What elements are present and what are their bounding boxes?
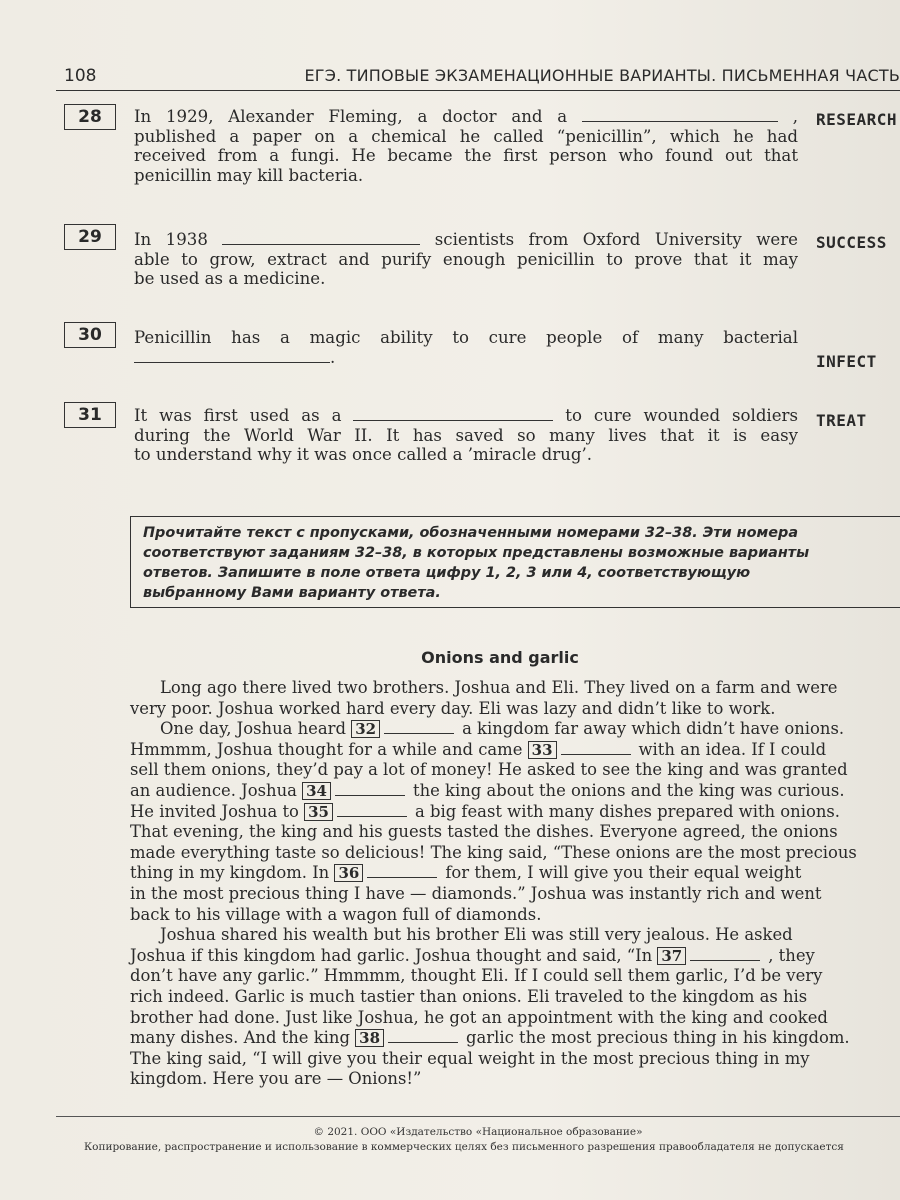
gap-blank[interactable]	[690, 948, 760, 961]
text-line: able to grow, extract and purify enough penicillin to prove that it may	[134, 249, 798, 269]
story-line	[130, 925, 900, 946]
text-line: It was first used as a	[134, 406, 342, 425]
answer-blank[interactable]	[222, 230, 420, 245]
task-keyword: SUCCESS	[816, 233, 887, 252]
text-line: received from a fungi. He became the first person who found out that	[134, 146, 798, 165]
story-text	[130, 678, 900, 1090]
text-line: during the World War II. It has saved so many lives that it is easy	[134, 425, 798, 445]
story-line	[130, 1049, 900, 1070]
story-text-segment: Joshua shared his wealth but his brother Eli was still very jealous. He asked	[160, 925, 793, 945]
story-line	[130, 760, 900, 781]
text-line: In 1929, Alexander Fleming, a doctor and a	[134, 107, 568, 126]
instruction-line: ответов. Запишите в поле ответа цифру 1, 2, 3 или 4, соответствующую	[143, 565, 751, 581]
gap-number-box: 34	[302, 782, 331, 800]
story-line	[130, 966, 900, 987]
story-line	[130, 884, 900, 905]
story-line	[130, 1008, 900, 1029]
story-text-segment: in the most precious thing I have — diamonds.” Joshua was instantly rich and went	[130, 883, 822, 903]
gap-number-box: 35	[304, 803, 333, 821]
story-text-segment: brother had done. Just like Joshua, he got an appointment with the king and cooked	[130, 1007, 828, 1027]
story-text-segment: a kingdom far away which didn’t have onions.	[462, 719, 845, 739]
text-line: be used as a medicine.	[134, 269, 326, 288]
story-line	[130, 905, 900, 926]
story-text-segment: back to his village with a wagon full of diamonds.	[130, 904, 542, 924]
story-text-segment: an audience. Joshua	[130, 780, 297, 800]
text-line: to understand why it was once called a ’miracle drug’.	[134, 445, 593, 464]
task-text	[134, 406, 798, 465]
gap-number-box: 37	[657, 947, 686, 965]
gap-number-box: 36	[334, 864, 363, 882]
story-text-segment: very poor. Joshua worked hard every day. Eli was lazy and didn’t like to work.	[130, 698, 776, 718]
task-number: 30	[64, 322, 116, 348]
task-text	[134, 328, 798, 367]
text-line: In 1938	[134, 230, 208, 249]
page-number: 108	[64, 66, 97, 86]
page-footer	[56, 1116, 900, 1155]
story-line	[130, 781, 900, 802]
text-line: published a paper on a chemical he called “penicillin”, which he had	[134, 126, 798, 146]
story-text-segment: That evening, the king and his guests tasted the dishes. Everyone agreed, the onions	[130, 822, 838, 842]
story-line	[130, 740, 900, 761]
instruction-line: выбранному Вами варианту ответа.	[143, 585, 441, 601]
story-line	[130, 822, 900, 843]
story-text-segment: kingdom. Here you are — Onions!”	[130, 1069, 422, 1089]
answer-blank[interactable]	[353, 406, 553, 421]
story-line	[130, 802, 900, 823]
story-text-segment: the king about the onions and the king was curious.	[413, 780, 845, 800]
text-line: scientists from Oxford University were	[434, 230, 798, 249]
gap-blank[interactable]	[384, 721, 454, 734]
story-text-segment: Long ago there lived two brothers. Joshua and Eli. They lived on a farm and were	[160, 678, 838, 697]
story-text-segment: One day, Joshua heard	[160, 719, 346, 739]
story-text-segment: He invited Joshua to	[130, 801, 299, 821]
story-text-segment: , they	[768, 945, 815, 965]
story-line	[130, 678, 900, 699]
story-text-segment: a big feast with many dishes prepared with onions.	[415, 801, 841, 821]
page-header	[56, 64, 900, 91]
gap-blank[interactable]	[367, 865, 437, 878]
story-text-segment: thing in my kingdom. In	[130, 863, 330, 883]
story-line	[130, 1028, 900, 1049]
story-text-segment: The king said, “I will give you their equal weight in the most precious thing in my	[130, 1048, 810, 1068]
task-text	[134, 230, 798, 289]
instructions-box	[130, 516, 900, 608]
copyright-line: © 2021. ООО «Издательство «Национальное образование»	[313, 1126, 643, 1138]
gap-blank[interactable]	[388, 1030, 458, 1043]
story-text-segment: rich indeed. Garlic is much tastier than onions. Eli traveled to the kingdom as his	[130, 986, 808, 1006]
story-text-segment: garlic the most precious thing in his kingdom.	[466, 1028, 850, 1048]
task-keyword: TREAT	[816, 411, 867, 430]
story-line	[130, 1069, 900, 1090]
gap-number-box: 38	[355, 1029, 384, 1047]
task-number: 29	[64, 224, 116, 250]
text-line: penicillin may kill bacteria.	[134, 165, 364, 185]
story-line	[130, 863, 900, 884]
text-line: .	[330, 347, 336, 367]
text-line: to cure wounded soldiers	[565, 406, 799, 425]
running-title: ЕГЭ. ТИПОВЫЕ ЭКЗАМЕНАЦИОННЫЕ ВАРИАНТЫ. ПИСЬМЕННАЯ ЧАСТЬ	[304, 66, 900, 85]
story-text-segment: made everything taste so delicious! The king said, “These onions are the most precious	[130, 842, 857, 862]
story-line	[130, 699, 900, 720]
answer-blank[interactable]	[134, 348, 330, 363]
story-line	[130, 987, 900, 1008]
gap-blank[interactable]	[337, 804, 407, 817]
instruction-line: Прочитайте текст с пропусками, обозначенными номерами 32–38. Эти номера	[143, 525, 799, 541]
gap-number-box: 33	[528, 741, 557, 759]
story-title: Onions and garlic	[421, 648, 579, 667]
story-line	[130, 719, 900, 740]
story-text-segment: for them, I will give you their equal weight	[445, 863, 802, 883]
text-line: Penicillin has a magic ability to cure people of many bacterial	[134, 328, 798, 347]
gap-number-box: 32	[351, 720, 380, 738]
gap-blank[interactable]	[335, 783, 405, 796]
instruction-line: соответствуют заданиям 32–38, в которых представлены возможные варианты	[143, 545, 810, 561]
gap-blank[interactable]	[561, 742, 631, 755]
story-text-segment: Joshua if this kingdom had garlic. Joshua thought and said, “In	[130, 945, 653, 965]
story-text-segment: many dishes. And the king	[130, 1028, 350, 1048]
task-keyword: INFECT	[816, 352, 877, 371]
task-keyword: RESEARCH	[816, 110, 898, 129]
task-text: In 1929, Alexander Fleming, a doctor and a , published a paper on a chemical he called “penicillin”, which he had received from a fungi. He became the first person who found out that penicillin may kill bacteria.	[134, 107, 798, 185]
story-text-segment: Hmmmm, Joshua thought for a while and came	[130, 739, 523, 759]
story-text-segment: sell them onions, they’d pay a lot of money! He asked to see the king and was granted	[130, 760, 848, 780]
task-number: 28	[64, 104, 116, 130]
story-line	[130, 946, 900, 967]
task-number: 31	[64, 402, 116, 428]
story-text-segment: don’t have any garlic.” Hmmmm, thought Eli. If I could sell them garlic, I’d be very	[130, 966, 823, 986]
copyright-notice: Копирование, распространение и использование в коммерческих целях без письменного разрешения правообладателя не допускается	[84, 1141, 844, 1153]
story-text-segment: with an idea. If I could	[638, 739, 827, 759]
story-line	[130, 843, 900, 864]
answer-blank[interactable]	[582, 107, 778, 122]
